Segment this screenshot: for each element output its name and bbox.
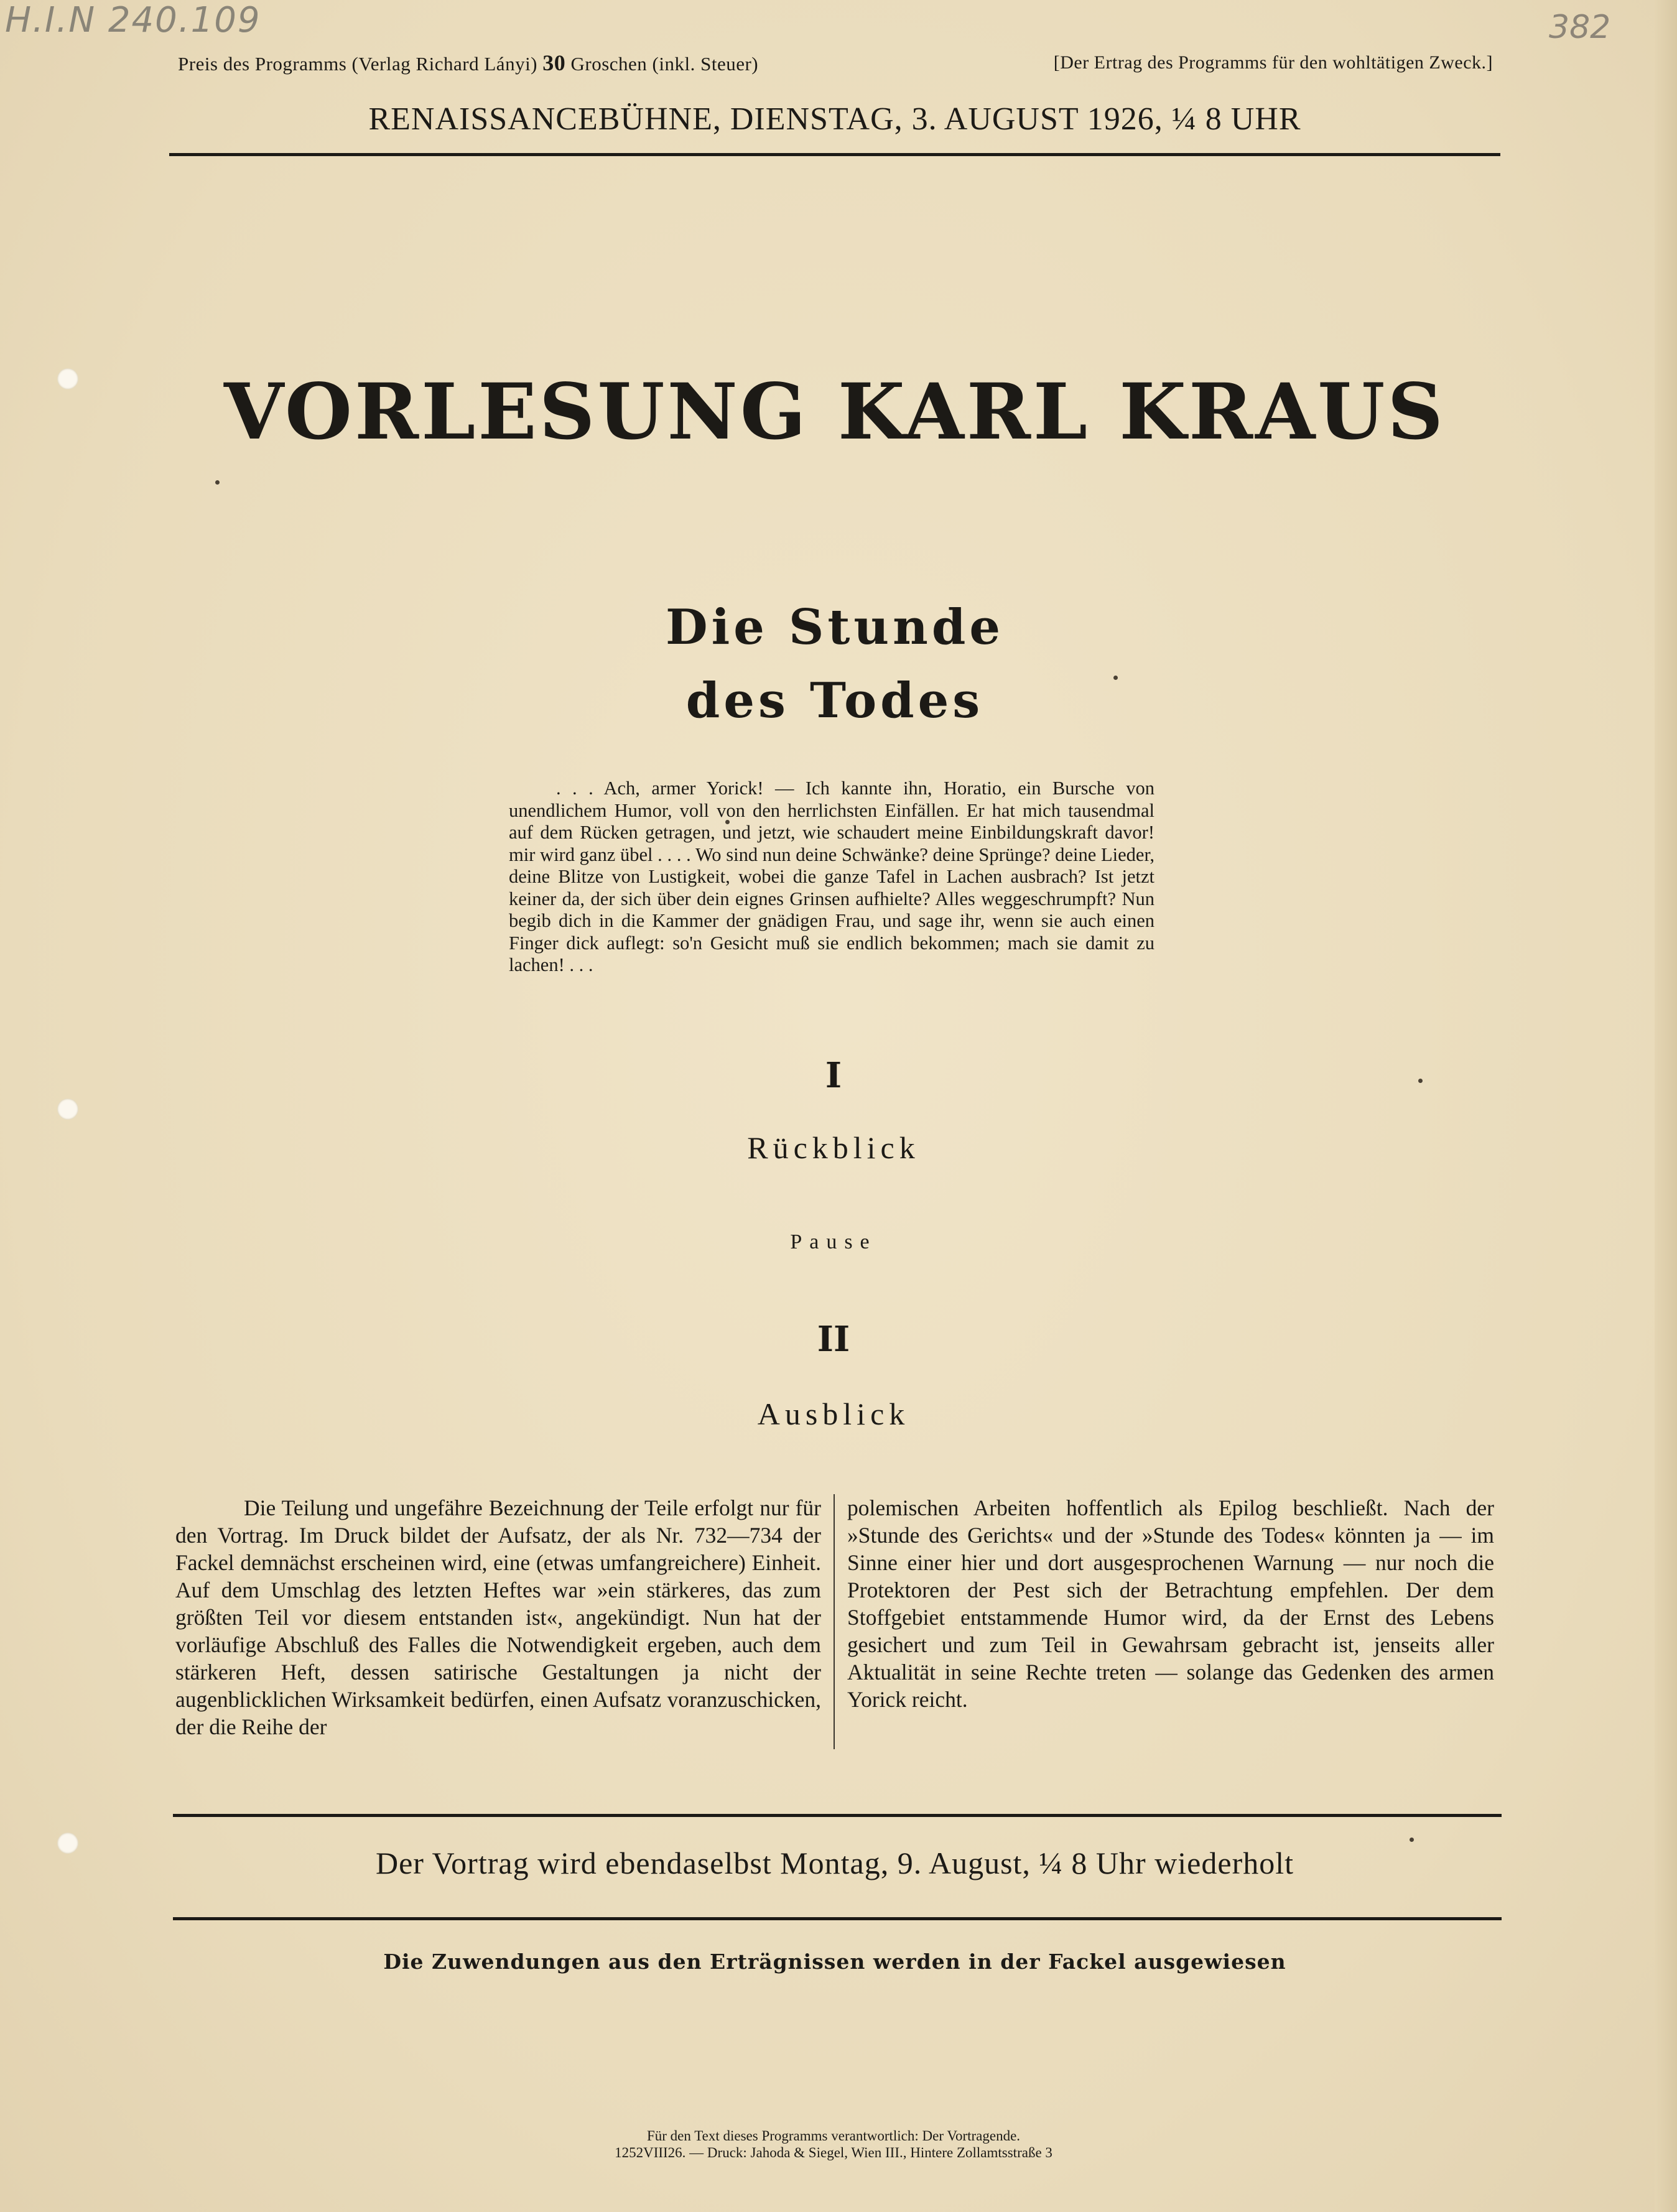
repeat-rule-top — [173, 1814, 1502, 1817]
note-left-text: Die Teilung und ungefähre Bezeichnung der Teile erfolgt nur für den Vortrag. Im Druck bildet der Aufsatz, der als Nr. 732—734 der Fackel demnächst erscheinen wird, eine (etwas umfangreichere) Einheit. Auf dem Umschlag des letzten Heftes war »ein stärkeres, das zum größten Teil vor diesem entstanden ist«, angekündigt. Nun hat der vorläufige Abschluß des Falles die Notwendigkeit ergeben, auch dem stärkeren Heft, dessen satirische Gestaltungen ja nicht der augenblicklichen Wirksamkeit bedürfen, einen Aufsatz voranzuschicken, der die Reihe der — [175, 1495, 821, 1739]
lecture-subtitle — [480, 591, 1189, 740]
punch-hole-middle — [57, 1099, 78, 1120]
price-suffix: Groschen (inkl. Steuer) — [570, 53, 759, 75]
printer-imprint — [435, 2127, 1232, 2165]
ink-speck — [1410, 1838, 1414, 1842]
subtitle-line-2: des Todes — [685, 672, 984, 729]
price-prefix: Preis des Programms (Verlag Richard Lányi) — [178, 53, 538, 75]
header-rule — [169, 153, 1500, 156]
part-two-number: II — [817, 1319, 850, 1360]
note-left-column — [175, 1494, 821, 1755]
punch-hole-top — [57, 368, 78, 389]
archive-mark: H.I.N 240.109 — [5, 0, 261, 40]
imprint-line-2: 1252VIII26. — Druck: Jahoda & Siegel, Wien III., Hintere Zollamtsstraße 3 — [615, 2145, 1052, 2160]
ink-speck — [215, 480, 220, 485]
price-amount: 30 — [542, 50, 566, 75]
note-right-text: polemischen Arbeiten hoffentlich als Epilog beschließt. Nach der »Stunde des Gerichts« und der »Stunde des Todes« könnten ja — im Sinne einer hier und dort ausgesprochenen Warnung — nur noch die Protektoren der Pest sich der Betrachtung empfehlen. Der dem Stoffgebiet entstammende Humor wird, da der Ernst des Lebens gesichert und zum Teil in Gewahrsam gebracht ist, jenseits aller Aktualität in seine Rechte treten — solange das Gedenken des armen Yorick reicht. — [847, 1495, 1494, 1712]
ink-speck — [1418, 1079, 1423, 1083]
intermission-label: Pause — [790, 1230, 877, 1253]
subtitle-line-1: Die Stunde — [666, 599, 1004, 656]
price-line — [178, 50, 868, 78]
paper-edge — [1655, 0, 1677, 2212]
part-one-number: I — [825, 1055, 842, 1096]
punch-hole-bottom — [57, 1833, 78, 1854]
part-two-title: Ausblick — [757, 1396, 910, 1431]
part-one-title: Rückblick — [747, 1130, 920, 1165]
repeat-rule-bottom — [173, 1917, 1502, 1920]
column-divider — [834, 1494, 835, 1749]
repeat-notice: Der Vortrag wird ebendaselbst Montag, 9. August, ¼ 8 Uhr wiederholt — [375, 1846, 1294, 1880]
imprint-line-1: Für den Text dieses Programms verantwortlich: Der Vortragende. — [646, 2128, 1021, 2144]
folio-number: 382 — [1549, 9, 1611, 46]
proceeds-note: [Der Ertrag des Programms für den wohltätigen Zweck.] — [1053, 52, 1493, 73]
proceeds-notice: Die Zuwendungen aus den Erträgnissen werden in der Fackel ausgewiesen — [383, 1949, 1286, 1974]
epigraph-text: . . . Ach, armer Yorick! — Ich kannte ihn, Horatio, ein Bursche von unendlichem Humor, voll von den herrlichsten Einfällen. Er hat mich tausendmal auf dem Rücken getragen, und jetzt, wie schaudert meine Einbildungskraft davor! mir wird ganz übel . . . . Wo sind nun deine Schwänke? deine Sprünge? deine Lieder, deine Blitze von Lustigkeit, wobei die ganze Tafel in Lachen ausbrach? Ist jetzt keiner da, der sich über dein eignes Grinsen aufhielte? Alles weggeschrumpft? Nun begib dich in die Kammer der gnädigen Frau, und sage ihr, wenn sie auch einen Finger dick auflegt: so'n Gesicht muß sie endlich bekommen; mach sie damit zu lachen! . . . — [509, 778, 1154, 975]
page-title: VORLESUNG KARL KRAUS — [224, 367, 1446, 457]
venue-line: RENAISSANCEBÜHNE, DIENSTAG, 3. AUGUST 1926, ¼ 8 UHR — [368, 101, 1301, 137]
epigraph — [509, 778, 1154, 1026]
note-right-column — [847, 1494, 1494, 1755]
